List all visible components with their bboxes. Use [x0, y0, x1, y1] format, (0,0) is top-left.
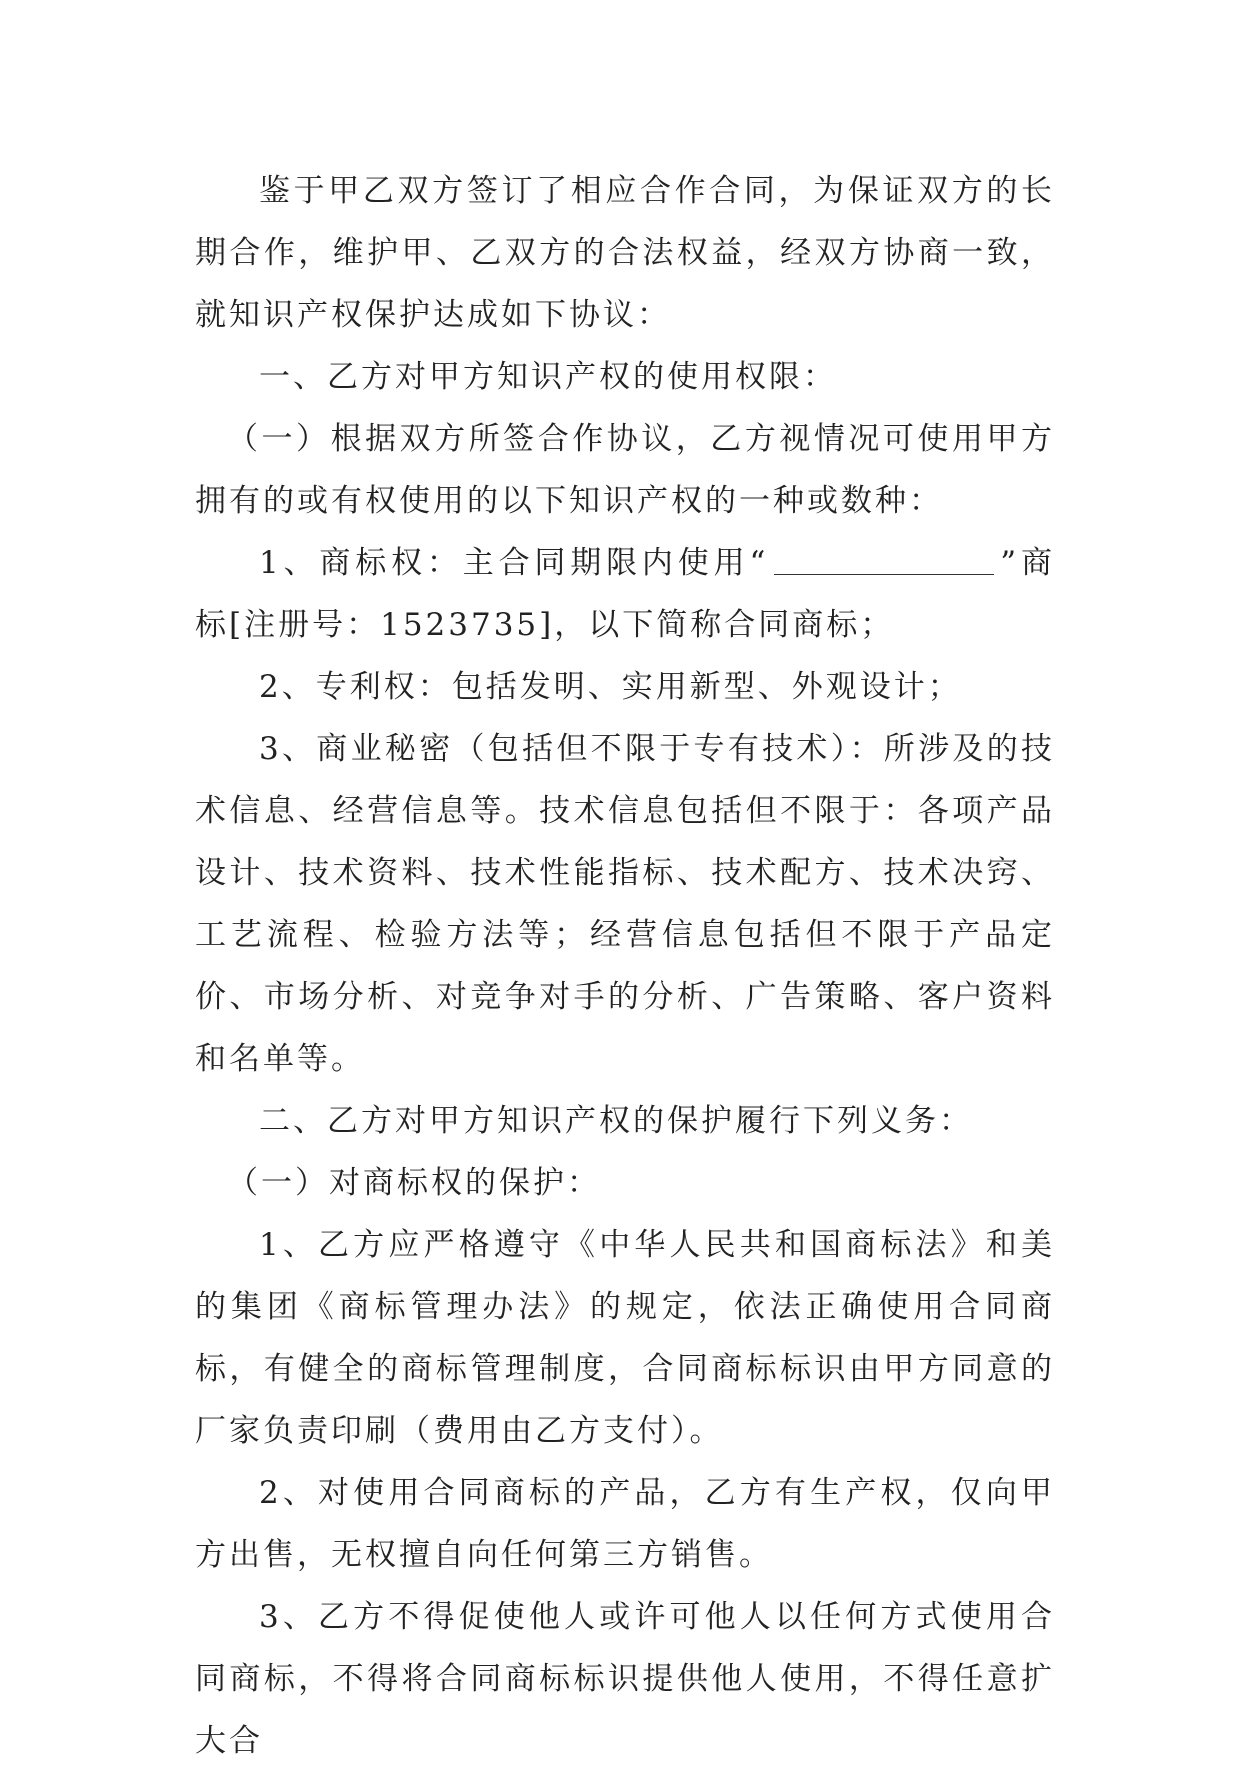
subsection-heading-trademark-protection: （一）对商标权的保护：: [227, 1165, 601, 1201]
section-heading-protection-obligations: 二、乙方对甲方知识产权的保护履行下列义务：: [259, 1103, 973, 1139]
clause-patent-right: 2、专利权：包括发明、实用新型、外观设计；: [259, 669, 962, 705]
clause-trade-secret: 3、商业秘密（包括但不限于专有技术）：所涉及的技术信息、经营信息等。技术信息包括但不限于：各项产品设计、技术资料、技术性能指标、技术配方、技术决窍、工艺流程、检验方法等；经营信息包括但不限于产品定价、市场分析、对竞争对手的分析、广告策略、客户资料和名单等。: [195, 731, 1055, 1077]
document-body: [195, 160, 1055, 1772]
clause-trademark-text-before: 1、商标权：主合同期限内使用“: [259, 545, 769, 581]
clause-trademark-text-after: ”商标[注册号：1523735]，以下简称合同商标；: [195, 545, 1055, 643]
clause-trademark-right: [195, 532, 1055, 656]
trademark-name-blank: [774, 543, 994, 575]
paragraph-preamble: 鉴于甲乙双方签订了相应合作合同，为保证双方的长期合作，维护甲、乙双方的合法权益，经双方协商一致，就知识产权保护达成如下协议：: [195, 173, 1055, 333]
clause-trademark-compliance: 1、乙方应严格遵守《中华人民共和国商标法》和美的集团《商标管理办法》的规定，依法正确使用合同商标，有健全的商标管理制度，合同商标标识由甲方同意的厂家负责印刷（费用由乙方支付）。: [195, 1227, 1055, 1449]
clause-production-sales: 2、对使用合同商标的产品，乙方有生产权，仅向甲方出售，无权擅自向任何第三方销售。: [195, 1475, 1055, 1573]
subsection-heading-usage-scope: （一）根据双方所签合作协议，乙方视情况可使用甲方拥有的或有权使用的以下知识产权的一种或数种：: [195, 421, 1055, 519]
section-heading-usage-rights: 一、乙方对甲方知识产权的使用权限：: [259, 359, 837, 395]
clause-no-third-party-use: 3、乙方不得促使他人或许可他人以任何方式使用合同商标，不得将合同商标标识提供他人使用，不得任意扩大合: [195, 1599, 1055, 1759]
